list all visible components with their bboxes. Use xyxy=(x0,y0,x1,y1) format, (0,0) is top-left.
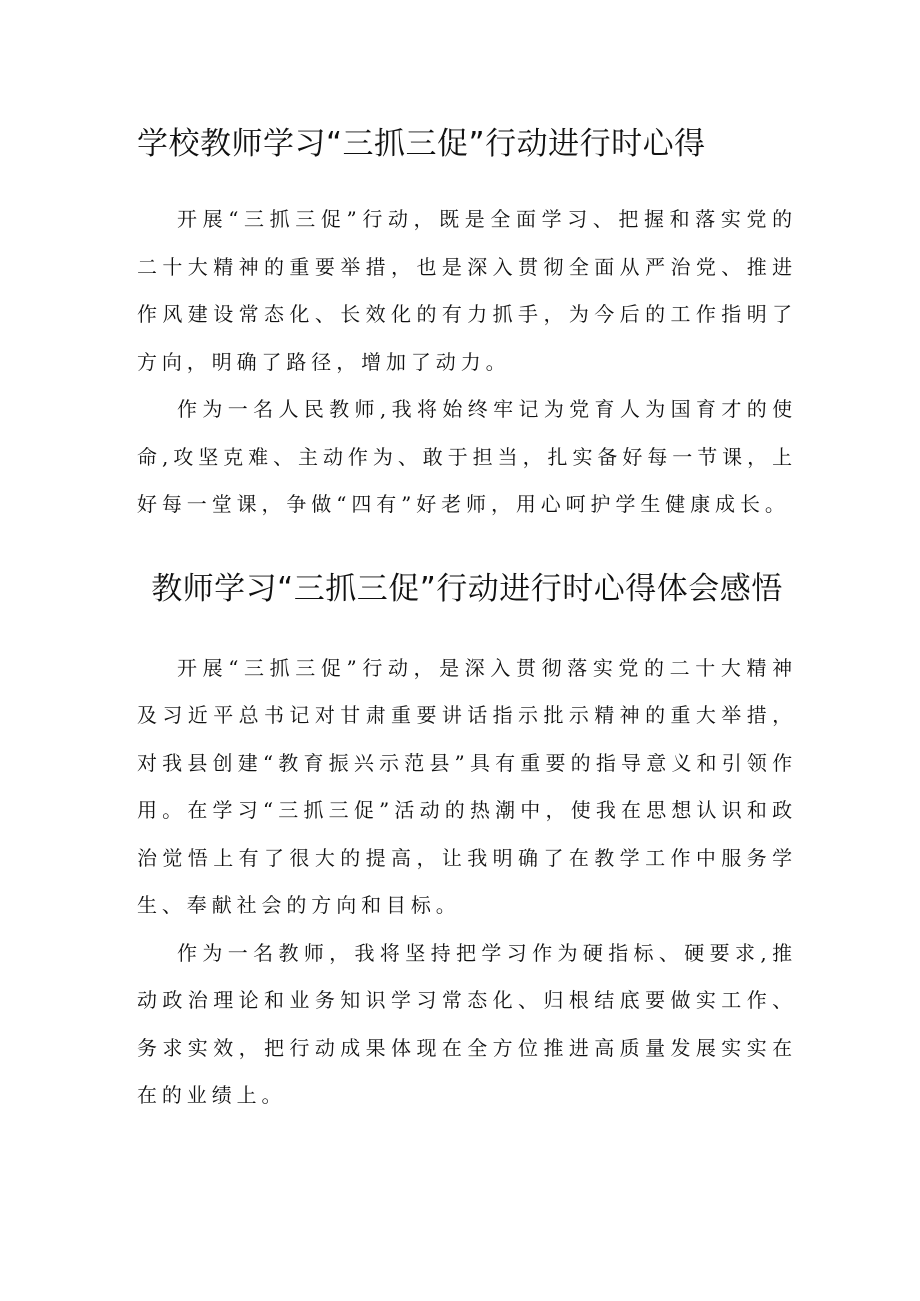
section-1-title: 学校教师学习“三抓三促”行动进行时心得 xyxy=(137,126,706,162)
document-page xyxy=(137,100,797,1120)
section-2-paragraph-1: 开展“三抓三促”行动，是深入贯彻落实党的二十大精神及习近平总书记对甘肃重要讲话指示批示精神的重大举措，对我县创建“教育振兴示范县”具有重要的指导意义和引领作用。在学习“三抓三促”活动的热潮中，使我在思想认识和政治觉悟上有了很大的提高，让我明确了在教学工作中服务学生、奉献社会的方向和目标。 xyxy=(137,655,797,917)
section-2-body xyxy=(137,645,797,1120)
section-2-paragraph-2: 作为一名教师，我将坚持把学习作为硬指标、硬要求,推动政治理论和业务知识学习常态化、归根结底要做实工作、务求实效，把行动成果体现在全方位推进高质量发展实实在在的业绩上。 xyxy=(137,940,797,1107)
section-2-title: 教师学习“三抓三促”行动进行时心得体会感悟 xyxy=(151,570,783,607)
section-1-body xyxy=(137,196,797,529)
section-1-paragraph-2: 作为一名人民教师,我将始终牢记为党育人为国育才的使命,攻坚克难、主动作为、敢于担当，扎实备好每一节课，上好每一堂课，争做“四有”好老师，用心呵护学生健康成长。 xyxy=(137,397,797,516)
section-1-paragraph-1: 开展“三抓三促”行动，既是全面学习、把握和落实党的二十大精神的重要举措，也是深入贯彻全面从严治党、推进作风建设常态化、长效化的有力抓手，为今后的工作指明了方向，明确了路径，增加了动力。 xyxy=(137,207,797,374)
